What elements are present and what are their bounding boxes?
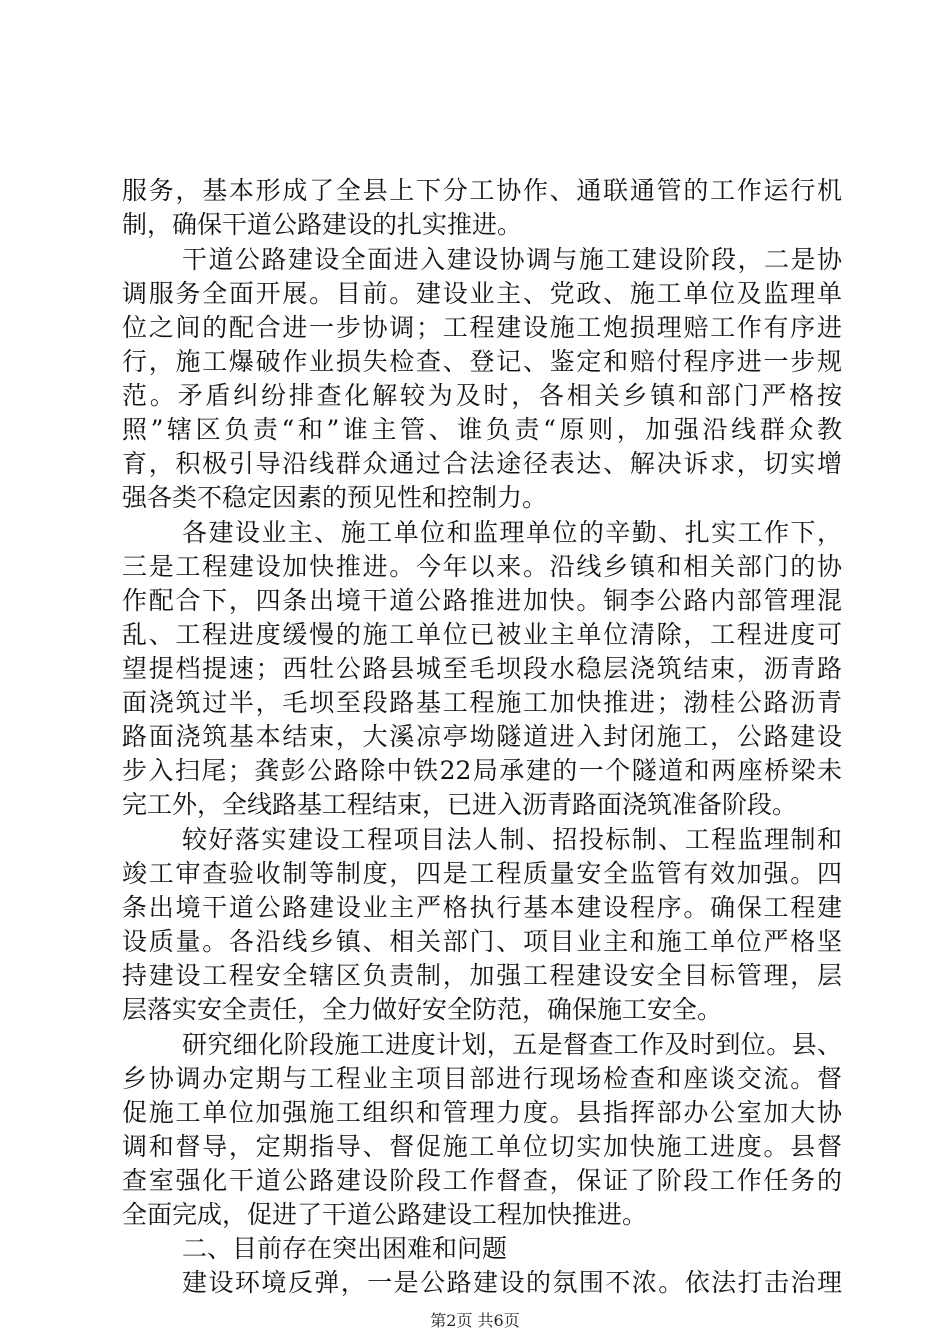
text-line: 设质量。各沿线乡镇、相关部门、项目业主和施工单位严格坚 <box>122 927 842 956</box>
text-line: 调服务全面开展。目前。建设业主、党政、施工单位及监理单 <box>122 279 842 308</box>
text-line: 行，施工爆破作业损失检查、登记、鉴定和赔付程序进一步规 <box>122 347 842 376</box>
text-line: 面浇筑过半，毛坝至段路基工程施工加快推进；渤桂公路沥青 <box>122 688 842 717</box>
text-line: 照”辖区负责“和”谁主管、谁负责“原则，加强沿线群众教 <box>122 415 842 444</box>
section-heading: 二、目前存在突出困难和问题 <box>182 1234 508 1263</box>
text-line: 作配合下，四条出境干道公路推进加快。铜李公路内部管理混 <box>122 586 842 615</box>
text-line: 范。矛盾纠纷排查化解较为及时，各相关乡镇和部门严格按 <box>122 381 842 410</box>
text-line: 全面完成，促进了干道公路建设工程加快推进。 <box>122 1200 648 1229</box>
text-line: 建设环境反弹，一是公路建设的氛围不浓。依法打击治理 <box>182 1268 842 1297</box>
text-line: 望提档提速；西牡公路县城至毛坝段水稳层浇筑结束，沥青路 <box>122 654 842 683</box>
text-line: 位之间的配合进一步协调；工程建设施工炮损理赔工作有序进 <box>122 313 842 342</box>
text-line: 育，积极引导沿线群众通过合法途径表达、解决诉求，切实增 <box>122 449 842 478</box>
text-line: 竣工审查验收制等制度，四是工程质量安全监管有效加强。四 <box>122 859 842 888</box>
text-line: 制，确保干道公路建设的扎实推进。 <box>122 210 523 239</box>
text-line: 较好落实建设工程项目法人制、招投标制、工程监理制和 <box>182 825 842 854</box>
page-number-footer: 第2页 共6页 <box>430 1311 520 1330</box>
text-line: 调和督导，定期指导、督促施工单位切实加快施工进度。县督 <box>122 1132 842 1161</box>
text-line: 层落实安全责任，全力做好安全防范，确保施工安全。 <box>122 995 723 1024</box>
text-line: 步入扫尾；龚彭公路除中铁22局承建的一个隧道和两座桥梁未 <box>122 756 842 785</box>
text-line: 强各类不稳定因素的预见性和控制力。 <box>122 483 548 512</box>
text-line: 三是工程建设加快推进。今年以来。沿线乡镇和相关部门的协 <box>122 552 842 581</box>
text-line: 各建设业主、施工单位和监理单位的辛勤、扎实工作下， <box>182 518 842 547</box>
text-line: 研究细化阶段施工进度计划，五是督查工作及时到位。县、 <box>182 1030 842 1059</box>
text-line: 干道公路建设全面进入建设协调与施工建设阶段，二是协 <box>182 245 842 274</box>
text-line: 服务，基本形成了全县上下分工协作、通联通管的工作运行机 <box>122 176 842 205</box>
text-line: 乡协调办定期与工程业主项目部进行现场检查和座谈交流。督 <box>122 1064 842 1093</box>
text-line: 乱、工程进度缓慢的施工单位已被业主单位清除，工程进度可 <box>122 620 842 649</box>
text-line: 促施工单位加强施工组织和管理力度。县指挥部办公室加大协 <box>122 1098 842 1127</box>
text-line: 持建设工程安全辖区负责制，加强工程建设安全目标管理，层 <box>122 961 842 990</box>
text-line: 查室强化干道公路建设阶段工作督查，保证了阶段工作任务的 <box>122 1166 842 1195</box>
text-line: 完工外，全线路基工程结束，已进入沥青路面浇筑准备阶段。 <box>122 790 798 819</box>
text-line: 条出境干道公路建设业主严格执行基本建设程序。确保工程建 <box>122 893 842 922</box>
text-line: 路面浇筑基本结束，大溪凉亭坳隧道进入封闭施工，公路建设 <box>122 722 842 751</box>
